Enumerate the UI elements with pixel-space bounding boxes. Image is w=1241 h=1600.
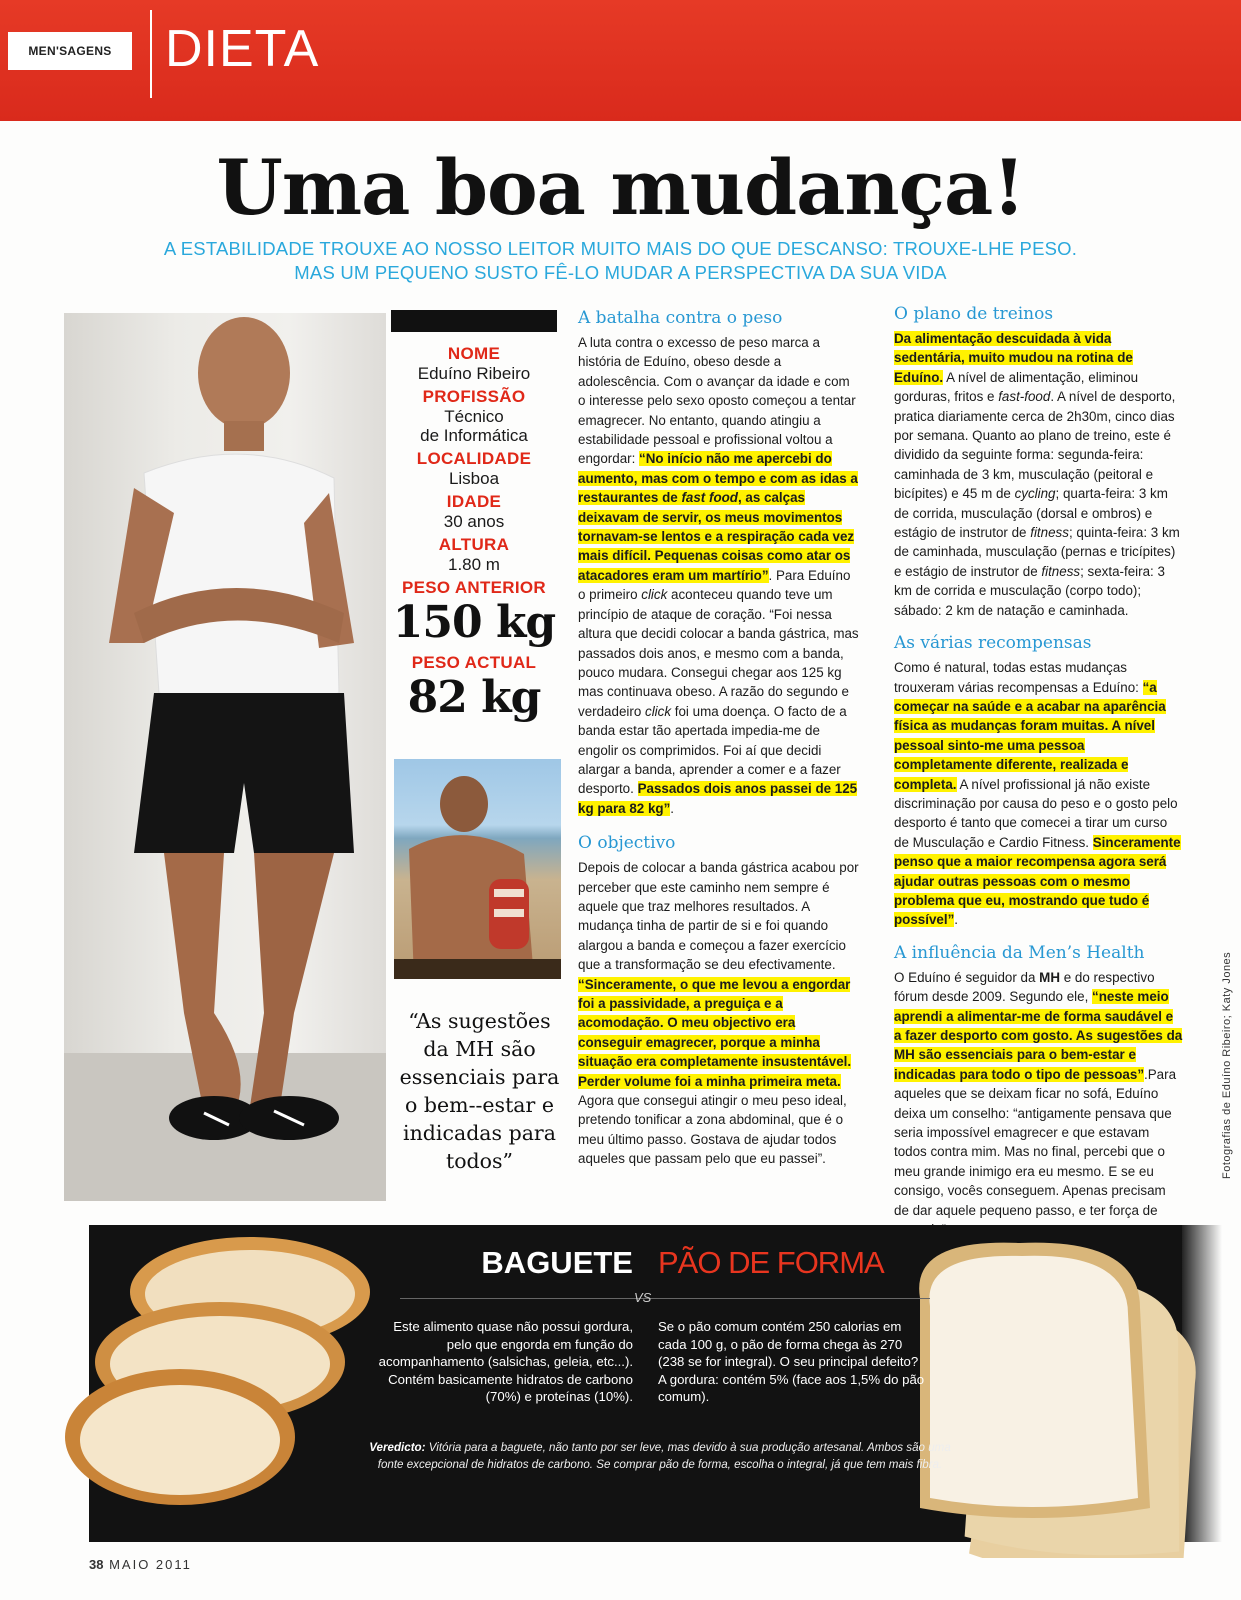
man-standing-illustration — [64, 313, 386, 1201]
heading-mens-health-influence: A influência da Men’s Health — [894, 942, 1145, 963]
profession-value-line-1: Técnico — [444, 407, 504, 426]
height-value: 1.80 m — [448, 555, 500, 574]
article-column-middle — [578, 307, 860, 1169]
man-at-beach-illustration — [394, 759, 561, 979]
heading-training-plan: O plano de treinos — [894, 304, 1054, 324]
profile-header-bar — [391, 310, 557, 332]
issue-date: MAIO 2011 — [109, 1557, 192, 1572]
sliced-bread-image — [900, 1228, 1230, 1558]
heading-weight-battle: A batalha contra o peso — [578, 308, 783, 328]
article-column-right — [894, 303, 1184, 1239]
paragraph-weight-battle: A luta contra o excesso de peso marca a história de Eduíno, obeso desde a adolescência. Com o avançar da idade e com o interesse pelo sexo oposto começou a tentar emagrecer. No entanto, quando atingiu a estabilidade pessoal e profissional voltou a engordar: “No início não me apercebi do aumento, mas com o tempo e com as idas a restaurantes de fast food, as calças deixavam de servir, os meus movimentos tornavam-se lentos e a respiração cada vez mais difícil. Pequenas coisas como atar os atacadores eram um martírio”. Para Eduíno o primeiro click aconteceu quando teve um princípio de ataque de coração. “Foi nessa altura que decidi colocar a banda gástrica, mas passados dois anos, e mesmo com a banda, pouco mudara. Consegui chegar aos 125 kg mas continuava obeso. A razão do segundo e verdadeiro click foi uma doença. O facto de a banda estar tão apertada impedia-me de engolir os comprimidos. Foi aí que decidi alargar a banda, aprender a comer e a fazer desporto. Passados dois anos passei de 125 kg para 82 kg”. — [578, 335, 859, 816]
magazine-section-tag: MEN'SAGENS — [8, 32, 132, 70]
eduino-after-photo — [64, 313, 386, 1201]
name-label: NOME — [447, 344, 501, 363]
heading-objective: O objectivo — [578, 833, 676, 854]
baguette-title: BAGUETE — [481, 1245, 633, 1280]
subtitle-line-1: A ESTABILIDADE TROUXE AO NOSSO LEITOR MUITO MAIS DO QUE DESCANSO: TROUXE-LHE PESO. — [163, 238, 1078, 259]
photo-credit: Fotografias de Eduíno Ribeiro; Katy Jones — [1221, 951, 1233, 1179]
height-label: ALTURA — [438, 535, 510, 554]
section-name: DIETA — [165, 20, 320, 78]
profession-label: PROFISSÃO — [422, 387, 526, 406]
location-label: LOCALIDADE — [416, 449, 532, 468]
age-value: 30 anos — [443, 512, 505, 531]
article-title: Uma boa mudança! — [216, 143, 1025, 232]
versus-label: VS — [634, 1290, 652, 1305]
page-number: 38 — [89, 1557, 104, 1572]
sliced-bread-title: PÃO DE FORMA — [658, 1245, 884, 1280]
previous-weight-label: PESO ANTERIOR — [401, 578, 546, 597]
location-value: Lisboa — [448, 469, 500, 488]
current-weight-value: 82 kg — [407, 672, 541, 723]
name-value: Eduíno Ribeiro — [417, 364, 531, 383]
eduino-before-photo — [394, 759, 561, 979]
header-divider — [150, 10, 152, 98]
versus-divider — [400, 1298, 930, 1299]
paragraph-mens-health-influence: O Eduíno é seguidor da MH e do respectivo fórum desde 2009. Segundo ele, “neste meio aprendi a alimentar-me de forma saudável e a fazer desporto com gosto. As sugestões da MH são essenciais para o bem-estar e indicadas para todo o tipo de pessoas”.Para aqueles que se deixam ficar no sofá, Eduíno deixa um conselho: “antigamente pensava que seria impossível emagrecer e que estavam todos contra mim. Mas no final, percebi que o meu grande inimigo era eu mesmo. E se eu consigo, vocês conseguem. Apenas precisam de dar aquele pequeno passo, e ter força de — [894, 969, 1183, 1218]
paragraph-rewards: Como é natural, todas estas mudanças trouxeram várias recompensas a Eduíno: “a começar na saúde e a acabar na aparência física as mudanças foram muitas. A nível pessoal sinto-me uma pessoa completamente diferente, realizada e completa. A nível profissional já não existe discriminação por causa do peso e o gosto pelo desporto é tanto que comecei a tirar um curso de Musculação e Cardio Fitness. Sinceramente penso que a maior recompensa agora será ajudar outras pessoas com o mesmo problema que eu, mostrando que tudo é possível”. — [894, 660, 1181, 928]
age-label: IDADE — [446, 492, 502, 511]
baguette-description: Este alimento quase não possui gordura, pelo que engorda em função do acompanhamento (salsichas, geleia, etc...). Contém basicamente hidratos de carbono (70%) e proteínas (10%). — [378, 1319, 633, 1404]
verdict-label: Veredicto: — [369, 1441, 426, 1454]
reader-profile — [391, 343, 557, 723]
pull-quote: “As sugestões da MH são essenciais para o bem--estar e indicadas para todos” — [399, 1009, 560, 1173]
paragraph-objective: Depois de colocar a banda gástrica acabou por perceber que este caminho nem sempre é aquele que traz melhores resultados. A mudança tinha de partir de si e foi quando alargou a banda e começou a fazer exercício que a transformação se deu efectivamente. “Sinceramente, o que me levou a engordar foi a passividade, a preguiça e a acomodação. O meu objectivo era conseguir emagrecer, porque a minha situação era completamente insustentável. Perder volume foi a minha primeira meta. Agora que consegui atingir o meu peso ideal, pretendo tonificar a zona abdominal, que é o meu último passo. Gostava de ajudar todos aqueles que passam pelo que eu passei”. — [578, 860, 859, 1167]
profession-value-line-2: de Informática — [420, 426, 528, 445]
previous-weight-value: 150 kg — [392, 597, 556, 648]
sliced-bread-description: Se o pão comum contém 250 calorias em cada 100 g, o pão de forma chega às 270 (238 se for integral). O seu principal defeito? A gordura: contém 5% (face aos 1,5% do pão comum). — [658, 1319, 925, 1404]
verdict-text: Vitória para a baguete, não tanto por ser leve, mas devido à sua produção artesanal. Ambos são uma fonte excepcional de hidratos de carbono. Se comprar pão de forma, escolha o integral, já que tem mais fibra. — [377, 1441, 951, 1471]
baguette-slices-image — [60, 1222, 380, 1512]
article-subtitle — [100, 237, 1141, 285]
subtitle-line-2: MAS UM PEQUENO SUSTO FÊ-LO MUDAR A PERSPECTIVA DA SUA VIDA — [294, 262, 947, 283]
paragraph-training-plan: Da alimentação descuidada à vida sedentária, muito mudou na rotina de Eduíno. A nível de alimentação, eliminou gorduras, fritos e fast-food. A nível de desporto, pratica diariamente cerca de 2h30m, cinco dias por semana. Quanto ao plano de treino, este é dividido da seguinte forma: segunda-feira: caminhada de 3 km, musculação (peitoral e bicípites) e 45 m de cycling; quarta-feira: 3 km de corrida, musculação (dorsal e ombros) e estágio de instrutor de fitness; quinta-feira: 3 km de caminhada, musculação (pernas e tricípites) e estágio de instrutor de fitness; sexta-feira: 3 km de corrida e musculação (corpo todo); sábado: 2 km de natação e caminhada. — [894, 331, 1180, 618]
current-weight-label: PESO ACTUAL — [411, 653, 537, 672]
page-footer — [89, 1557, 192, 1572]
heading-rewards: As várias recompensas — [894, 633, 1092, 654]
verdict — [360, 1440, 960, 1473]
